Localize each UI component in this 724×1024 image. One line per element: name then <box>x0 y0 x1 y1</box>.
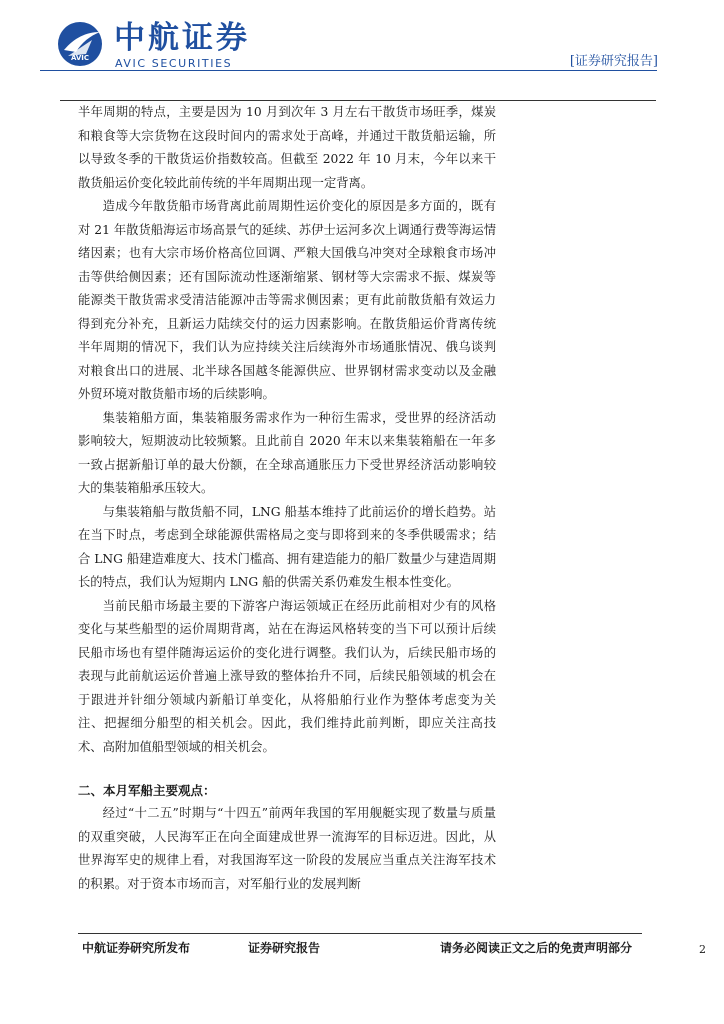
report-type-tag: [证券研究报告] <box>569 54 658 69</box>
section-heading: 二、本月军船主要观点： <box>78 783 216 798</box>
paragraph-4: 与集装箱船与散货船不同，LNG 船基本维持了此前运价的增长趋势。站在当下时点，考虑到全球能源供需格局之变与即将到来的冬季供暖需求；结合 LNG 船建造难度大、技术门槛高、拥有建造能力的船厂数量少与建造周期长的特点，我们认为短期内 LNG 船的供需关系仍难发生根本性变化。 <box>78 504 496 589</box>
paragraph-1: 半年周期的特点，主要是因为 10 月到次年 3 月左右干散货市场旺季，煤炭和粮食等大宗货物在这段时间内的需求处于高峰，并通过干散货船运输，所以导致冬季的干散货运价指数较高。但截至 2022 年 10 月末，今年以来干散货船运价变化较此前传统的半年周期出现一定背离。 <box>78 105 496 190</box>
paragraph-3: 集装箱船方面，集装箱服务需求作为一种衍生需求，受世界的经济活动影响较大，短期波动比较频繁。且此前自 2020 年末以来集装箱船在一年多一致占据新船订单的最大份额，在全球高通胀压力下受世界经济活动影响较大的集装箱船承压较大。 <box>78 410 496 495</box>
paragraph-2: 造成今年散货船市场背离此前周期性运价变化的原因是多方面的，既有对 21 年散货船海运市场高景气的延续、苏伊士运河多次上调通行费等海运情绪因素；也有大宗市场价格高位回调、严粮大国俄乌冲突对全球粮食市场冲击等供给侧因素；还有国际流动性逐渐缩紧、钢材等大宗需求不振、煤炭等能源类干散货需求受清洁能源冲击等需求侧因素；更有此前散货船有效运力得到充分补充，且新运力陆续交付的运力因素影响。在散货船运价背离传统半年周期的情况下，我们认为应持续关注后续海外市场通胀情况、俄乌谈判对粮食出口的进展、北半球各国越冬能源供应、世界钢材需求变动以及金融外贸环境对散货船市场的后续影响。 <box>78 199 496 401</box>
paragraph-6: 经过“十二五”时期与“十四五”前两年我国的军用舰艇实现了数量与质量的双重突破，人民海军正在向全面建成世界一流海军的目标迈进。因此，从世界海军史的规律上看，对我国海军这一阶段的发展应当重点关注海军技术的积累。对于资本市场而言，对军船行业的发展判断 <box>78 806 496 891</box>
footer-rule <box>78 933 642 934</box>
page-number: 2 <box>699 943 706 956</box>
footer-report-type: 证券研究报告 <box>248 941 321 955</box>
header-rule <box>40 70 657 71</box>
footer-disclaimer-notice: 请务必阅读正文之后的免责声明部分 <box>440 941 633 955</box>
page-header <box>0 0 724 90</box>
paragraph-5: 当前民船市场最主要的下游客户海运领域正在经历此前相对少有的风格变化与某些船型的运价周期背离，站在在海运风格转变的当下可以预计后续民船市场也有望伴随海运运价的变化进行调整。我们认为，后续民船市场的表现与此前航运运价普遍上涨导致的整体抬升不同，后续民船领域的机会在于跟进并针细分领域内新船订单变化，从将船舶行业作为整体考虑变为关注、把握细分船型的相关机会。因此，我们维持此前判断，即应关注高技术、高附加值船型领域的相关机会。 <box>78 598 496 754</box>
main-content <box>78 101 496 896</box>
footer-publisher: 中航证券研究所发布 <box>82 941 191 955</box>
brand-name-cn: 中航证券 <box>114 20 250 56</box>
svg-text:AVIC: AVIC <box>70 54 90 62</box>
avic-logo-icon <box>56 20 104 68</box>
brand-name-en: AVIC SECURITIES <box>115 57 233 70</box>
